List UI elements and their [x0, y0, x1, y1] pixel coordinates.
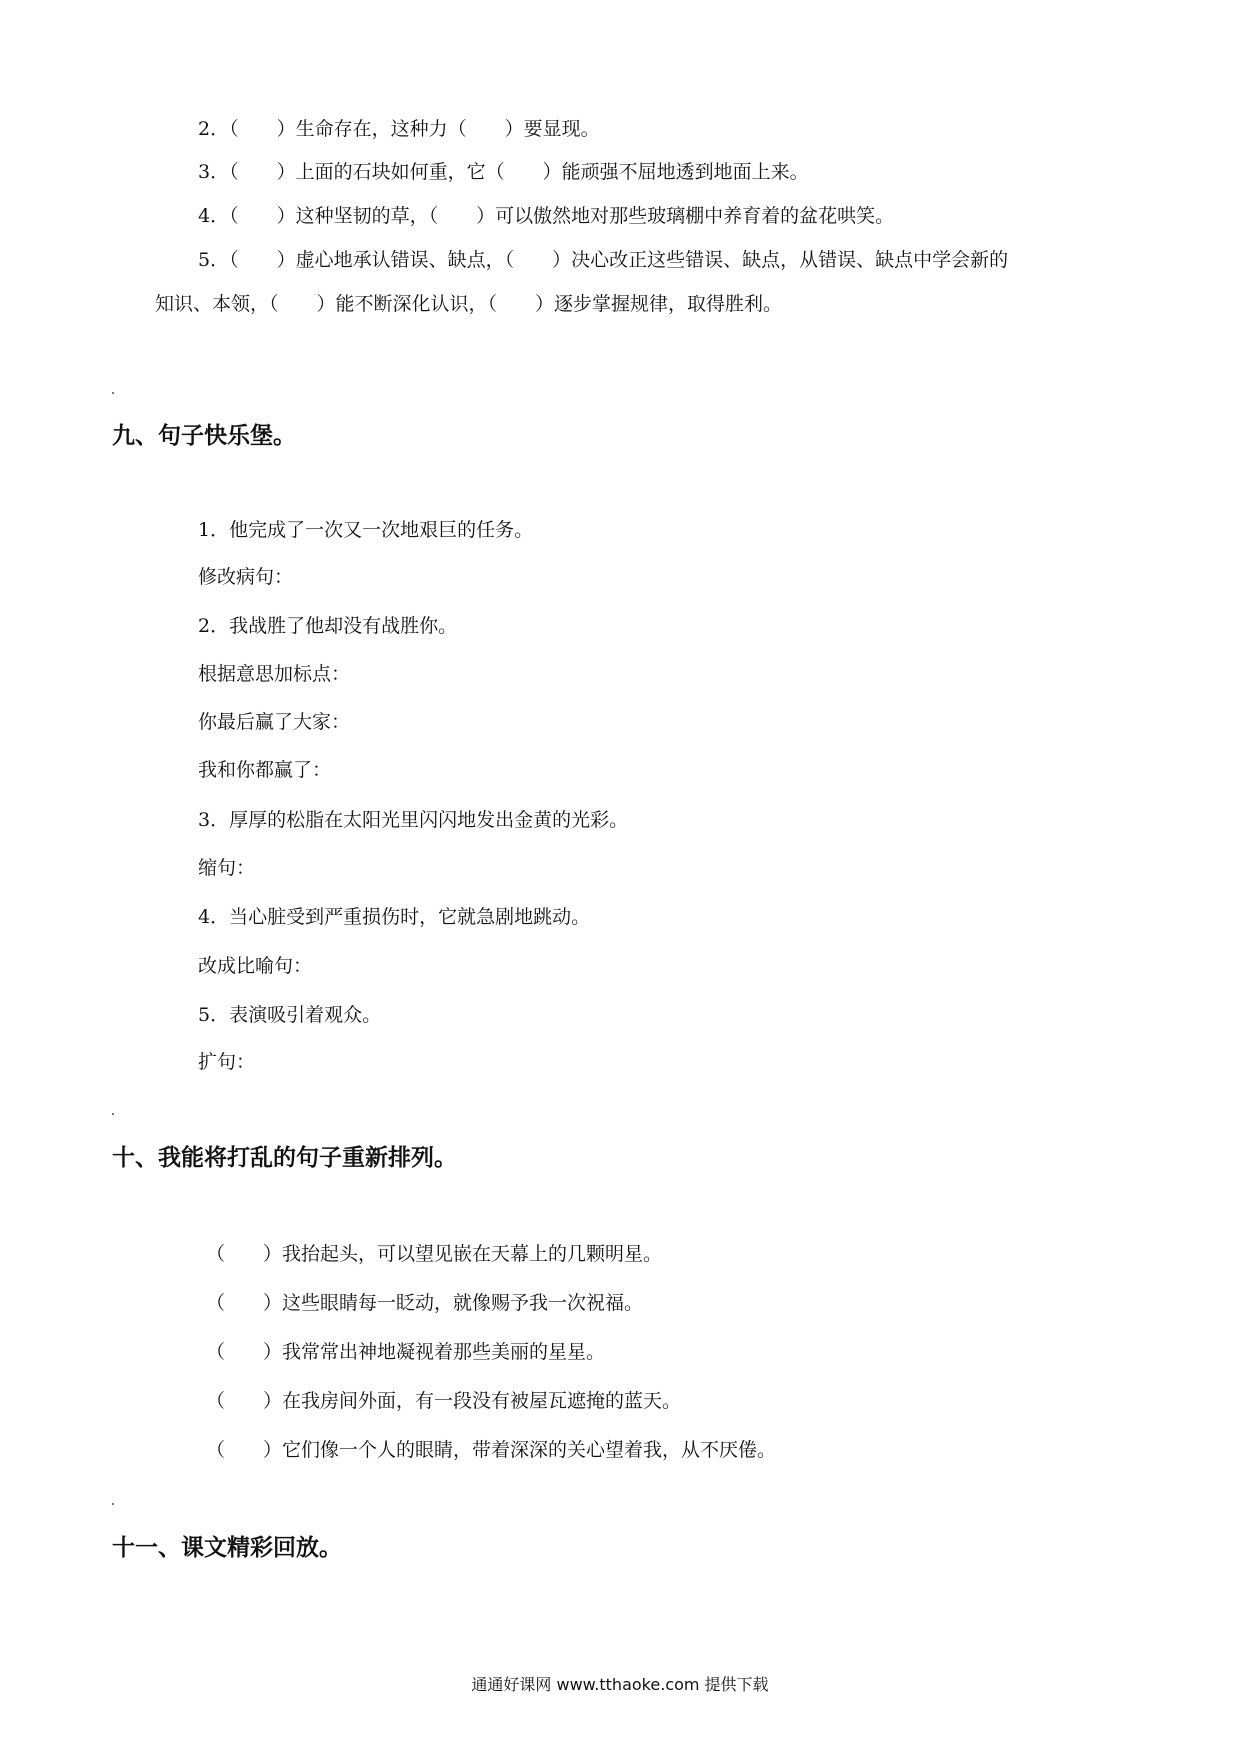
exercise-line: 2．（ ）生命存在，这种力（ ）要显现。 [198, 118, 600, 140]
exercise-line: 5．（ ）虚心地承认错误、缺点，（ ）决心改正这些错误、缺点，从错误、缺点中学会新的 [198, 249, 1009, 271]
margin-mark [112, 1113, 114, 1115]
exercise-line: 你最后赢了大家： [198, 711, 351, 733]
margin-mark [112, 392, 114, 394]
exercise-line: 4．当心脏受到严重损伤时，它就急剧地跳动。 [198, 906, 591, 928]
section-heading-10: 十、我能将打乱的句子重新排列。 [112, 1145, 457, 1171]
exercise-line: 3．厚厚的松脂在太阳光里闪闪地发出金黄的光彩。 [198, 809, 629, 831]
exercise-line: 修改病句： [198, 566, 294, 588]
page-footer: 通通好课网 www.tthaoke.com 提供下载 [471, 1675, 769, 1694]
exercise-line: 3．（ ）上面的石块如何重，它（ ）能顽强不屈地透到地面上来。 [198, 161, 809, 183]
ordering-line: （ ）在我房间外面，有一段没有被屋瓦遮掩的蓝天。 [206, 1390, 682, 1412]
exercise-line: 缩句： [198, 857, 256, 879]
section-heading-9: 九、句子快乐堡。 [112, 423, 296, 449]
ordering-line: （ ）我常常出神地凝视着那些美丽的星星。 [206, 1341, 606, 1363]
ordering-line: （ ）它们像一个人的眼睛，带着深深的关心望着我，从不厌倦。 [206, 1439, 777, 1461]
section-heading-11: 十一、课文精彩回放。 [112, 1535, 342, 1561]
exercise-line: 知识、本领，（ ）能不断深化认识，（ ）逐步掌握规律，取得胜利。 [155, 293, 783, 315]
exercise-line: 我和你都赢了： [198, 759, 332, 781]
exercise-line: 改成比喻句： [198, 955, 313, 977]
margin-mark [112, 1503, 114, 1505]
ordering-line: （ ）这些眼睛每一眨动，就像赐予我一次祝福。 [206, 1292, 644, 1314]
exercise-line: 1．他完成了一次又一次地艰巨的任务。 [198, 519, 534, 541]
exercise-line: 根据意思加标点： [198, 663, 351, 685]
exercise-line: 2．我战胜了他却没有战胜你。 [198, 615, 458, 637]
ordering-line: （ ）我抬起头，可以望见嵌在天幕上的几颗明星。 [206, 1243, 663, 1265]
exercise-line: 扩句： [198, 1051, 256, 1073]
exercise-line: 4．（ ）这种坚韧的草，（ ）可以傲然地对那些玻璃棚中养育着的盆花哄笑。 [198, 205, 895, 227]
exercise-line: 5．表演吸引着观众。 [198, 1004, 382, 1026]
